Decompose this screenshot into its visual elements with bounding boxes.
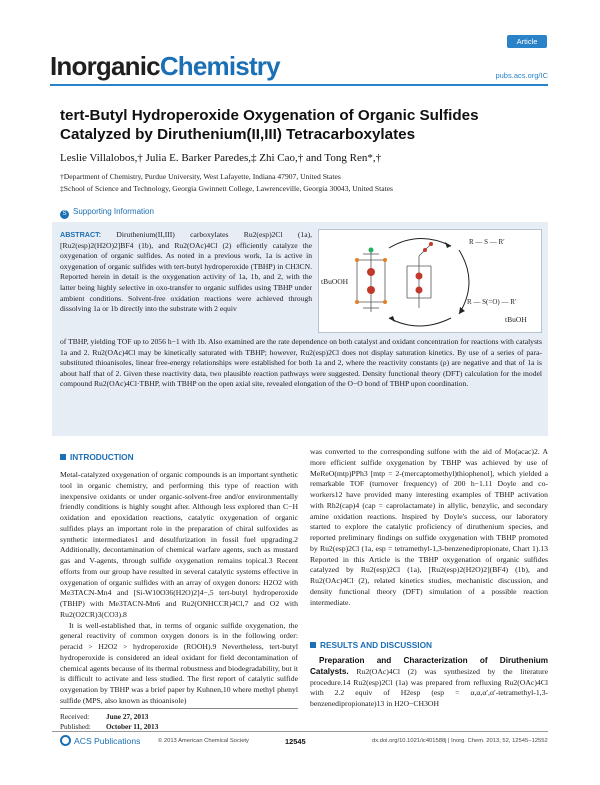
received-label: Received: (60, 712, 90, 721)
published-line (60, 722, 298, 732)
section-marker-icon (60, 454, 66, 460)
supporting-information-link[interactable] (60, 207, 154, 219)
toc-graphic (318, 229, 542, 333)
journal-url-link[interactable]: pubs.acs.org/IC (495, 71, 548, 80)
abstract-text-part2: of TBHP, yielding TOF up to 2056 h−1 with 1b. Also examined are the rate dependence on both catalyst and oxidant concentration for reactions with catalysts 1a and 2. Ru2(OAc)4Cl may be kinetically saturated with TBHP; however, Ru2(esp)2Cl does not display saturation kinetics. By use of a series of para-substituted thioanisoles, linear free-energy relationships were established for both 1a and 2, where the reactivity constants (ρ) are negative and that of 1a is about half that of 2. Given these reactivity data, two plausible reaction pathways were suggested. Density functional theory (DFT) calculation for the model compound Ru2(OAc)4Cl·TBHP, with TBHP on the open axial site, revealed elongation of the O−O bond of TBHP upon coordination. (60, 337, 542, 389)
journal-name-part1: Inorganic (50, 51, 160, 81)
right-column-body (310, 447, 548, 608)
section-introduction-heading (60, 452, 134, 462)
graphic-label-tbuooh: tBuOOH (321, 277, 349, 286)
tbhp-adduct-icon (407, 242, 433, 308)
supporting-info-icon: S (60, 210, 69, 219)
cycle-arrow-top (389, 238, 451, 248)
page-number: 12545 (285, 737, 306, 746)
article-title: tert-Butyl Hydroperoxide Oxygenation of Organic Sulfides Catalyzed by Diruthenium(II,III) Tetracarboxylates (60, 107, 479, 143)
affiliation-1: †Department of Chemistry, Purdue University, West Lafayette, Indiana 47907, United States (60, 172, 341, 181)
cycle-arrow-bottom (389, 318, 451, 326)
acs-logo-icon (60, 735, 71, 746)
results-label: RESULTS AND DISCUSSION (320, 640, 433, 650)
doi-citation[interactable]: dx.doi.org/10.1021/ic401588j | Inorg. Chem. 2013, 52, 12545−12552 (372, 738, 548, 744)
results-text: Ru2(OAc)4Cl (2) was synthesized by the literature procedure.14 Ru2(esp)2Cl (1a) was prepared from refluxing Ru2(OAc)4Cl with 2.2 equiv of H2esp (esp = α,α,α′,α′-tetramethyl-1,3-benzenedipropionate)13 in H2O−CH3OH (310, 666, 548, 708)
received-date: June 27, 2013 (106, 712, 149, 721)
section-results-heading (310, 640, 432, 650)
article-type-badge: Article (507, 35, 547, 48)
received-published-box (60, 708, 298, 731)
affiliation-2: ‡School of Science and Technology, Georgia Gwinnett College, Lawrenceville, Georgia 30043, United States (60, 184, 394, 193)
subsection-heading: Preparation and Characterization of Diruthenium Catalysts. (310, 656, 548, 676)
graphic-label-sulfide: R — S — R' (469, 238, 505, 246)
author-list: Leslie Villalobos,† Julia E. Barker Paredes,‡ Zhi Cao,† and Tong Ren*,† (60, 152, 382, 164)
graphic-label-sulfoxide: R — S(=O) — R' (467, 298, 517, 306)
copyright-notice: © 2013 American Chemical Society (158, 738, 249, 744)
supporting-info-label: Supporting Information (73, 207, 154, 216)
footer-divider (52, 731, 548, 732)
abstract-text-part1 (60, 230, 312, 315)
results-body (310, 656, 548, 710)
publisher-name: ACS Publications (74, 736, 141, 746)
journal-name-part2: Chemistry (159, 51, 280, 81)
abstract-body-1: Diruthenium(II,III) carboxylates Ru2(esp)2Cl (1a), [Ru2(esp)2(H2O)2]BF4 (1b), and Ru2(OAc)4Cl (2) efficiently catalyze the oxygenation of organic sulfides. As noted in a previous work, 1a is active in oxygenation of organic sulfides with tert-butyl hydroperoxide (TBHP) in CH3CN. Reported herein in detail is the oxygenation activity of 1a, 1b, and 2, with the latter being highly selective in oxo-transfer to organic sulfides using TBHP under ambient conditions. Solvent-free oxidation reactions were achieved through dissolving 1a or 1b directly into the substrate with 2 equiv (60, 230, 312, 314)
intro-paragraph-2: It is well-established that, in terms of organic sulfide oxygenation, the general reactivity of common oxygen donors is in the following order: peracid > H2O2 > hydroperoxide (ROOH).9 Nevertheless, tert-butyl hydroperoxide is considered an ideal oxidant for field decontamination of chemical agents because of its thermal robustness and biodegradability, but it is difficult to activate and less studied. The first report of catalytic sulfide oxygenation by TBHP was a brief paper by Kuhnen,10 where methyl phenyl sulfide (MPS, also known as thioanisole) (60, 620, 298, 705)
cycle-arrowhead-top (445, 242, 451, 248)
journal-logo (50, 52, 280, 80)
diruthenium-catalyst-icon (355, 248, 387, 313)
acs-publications-logo (60, 735, 140, 746)
results-paragraph-1 (310, 656, 548, 710)
intro-paragraph-3: was converted to the corresponding sulfone with the aid of Mo(acac)2. A more efficient sulfide oxygenation by TBHP was achieved by use of MeReO(mtp)PPh3 [mtp = 2-(mercaptomethyl)thiophenol], which yielded a remarkable TOF (turnover frequency) of 200 h−1.11 Doyle and co-workers12 have provided many interesting examples of TBHP activation with Rh2(cap)4 (cap = caprolactamate) in allylic, benzylic, and secondary amine oxidation reactions. Inspired by Doyle's success, our laboratory started to explore the catalytic proficiency of diruthenium species, and reported preliminary findings on sulfide oxygenation with TBHP promoted by Ru2(esp)2Cl (1a, esp = tetramethyl-1,3-benzenedipropionate, Chart 1).13 Reported in this Article is the TBHP oxygenation of organic sulfides catalyzed by Ru2(esp)2Cl (1a), [Ru2(esp)2(H2O)2](BF4) (1b), and Ru2(OAc)4Cl (2), related kinetics studies, mechanistic discussion, and density functional theory (DFT) simulation of a possible reaction intermediate. (310, 447, 548, 607)
header-divider (50, 84, 548, 86)
abstract-label: ABSTRACT: (60, 230, 102, 239)
section-marker-icon (310, 642, 316, 648)
introduction-label: INTRODUCTION (70, 452, 134, 462)
graphic-label-tbuoh: tBuOH (505, 315, 527, 324)
received-line (60, 712, 298, 722)
published-label: Published: (60, 721, 91, 731)
catalytic-cycle-diagram (319, 230, 543, 334)
published-date: October 11, 2013 (106, 721, 159, 731)
left-column-body (60, 470, 298, 707)
intro-paragraph-1: Metal-catalyzed oxygenation of organic compounds is an important synthetic tool in organic chemistry, and performing this type of reaction with inexpensive oxidants or under organic-solvent-free and/or environmentally friendly conditions is highly sought after. Although less explored than C−H oxidation and epoxidation reactions, catalytic oxygenation of organic sulfides plays an important role in the preparation of chiral sulfoxides as synthetic intermediates1 and desulfurization in fossil fuel upgrading.2 Additionally, decontamination of chemical warfare agents, such as mustard gas and V-agents, through sulfide oxygenation remains topical.3 Recent efforts from our group have resulted in several catalytic systems effective in oxygenation of organic sulfides with an array of oxygen donors: H2O2 with Me3TACN-Mn4 and [Si-W10O36(H2O)2]4−,5 tert-butyl hydroperoxide (TBHP) with Me3TACN-Mn6 and Ru2(ONHCCR)4Cl,7 and O2 with Ru2(O2CR)3(CO3).8 (60, 470, 298, 619)
